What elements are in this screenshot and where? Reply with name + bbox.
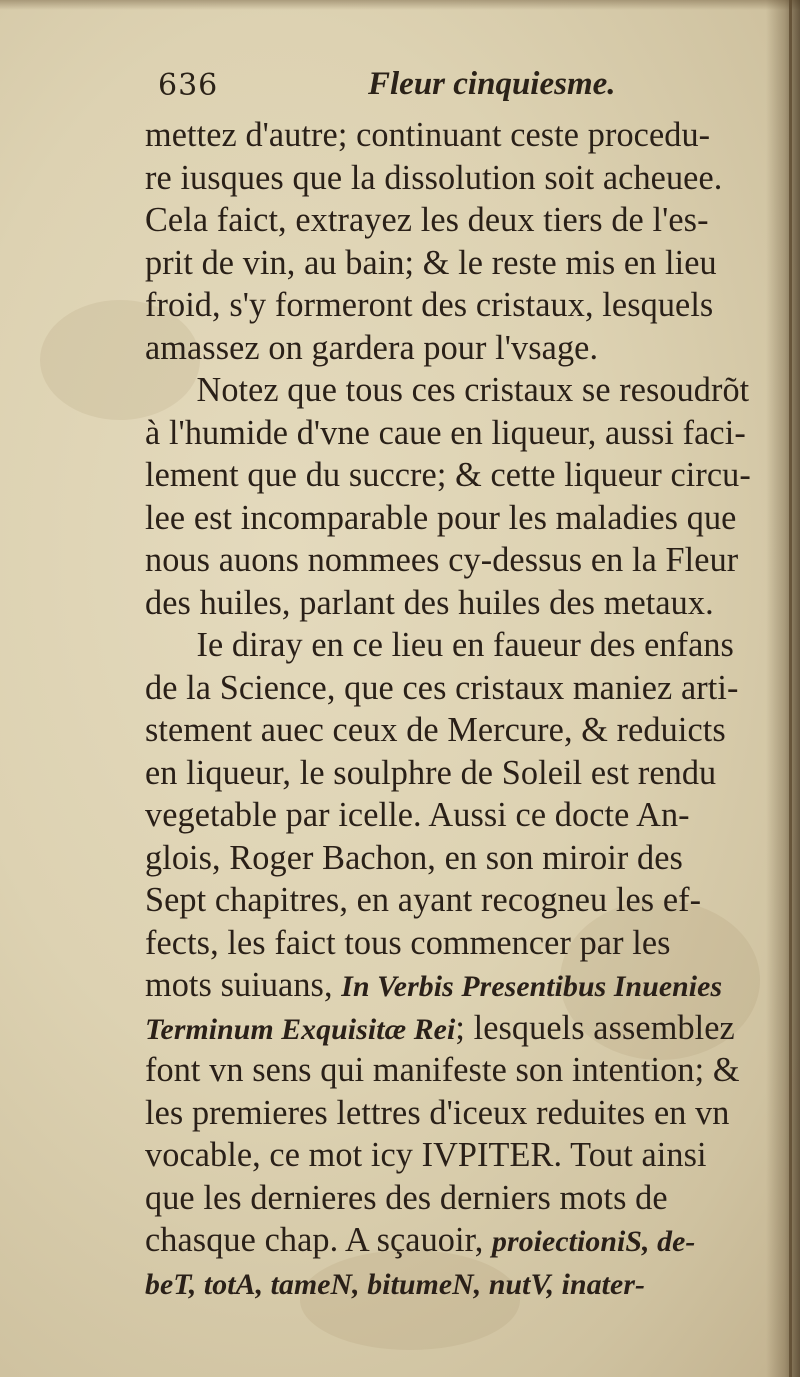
line-text: fects, les faict tous commencer par les [145,923,671,962]
line-text: ; lesquels assemblez [455,1008,735,1047]
text-line [145,709,760,752]
text-line [145,199,760,242]
text-line [145,582,760,625]
page-number: 636 [158,68,219,103]
text-line [145,284,760,327]
line-text: chasque chap. A sçauoir, [145,1221,493,1259]
line-text: froid, s'y formeront des cristaux, lesquels [145,286,714,324]
running-title: Fleur cinquiesme. [368,66,616,102]
line-text: amassez on gardera pour l'vsage. [145,328,599,367]
line-text: font vn sens qui manifeste son intention; & [145,1051,740,1089]
text-line [145,1134,760,1177]
line-text: mettez d'autre; continuant ceste procedu- [145,116,711,154]
line-text: vegetable par icelle. Aussi ce docte An- [145,796,690,834]
text-line [145,879,760,922]
line-text: glois, Roger Bachon, en son miroir des [145,838,683,877]
italic-text: In Verbis Presentibus Inuenies [341,970,723,1003]
text-line [145,1007,760,1050]
text-line [145,794,760,837]
line-text: Notez que tous ces cristaux se resoudrõt [196,371,750,409]
text-line [145,964,760,1007]
line-text: à l'humide d'vne caue en liqueur, aussi faci- [145,413,746,452]
text-line [145,624,759,667]
text-line [145,837,760,880]
text-line [145,369,759,412]
line-text: lee est incomparable pour les maladies que [145,498,737,537]
line-text: vocable, ce mot icy IVPITER. Tout ainsi [145,1136,707,1174]
text-line [145,752,760,795]
italic-text: beT, totA, tameN, bitumeN, nutV, inater- [145,1267,646,1301]
text-line [145,412,760,455]
body-text [145,114,765,1304]
line-text: mots suiuans, [145,966,342,1004]
line-text: de la Science, que ces cristaux maniez arti- [145,668,739,707]
text-line [145,497,760,540]
italic-text: proiectioniS, de- [492,1225,696,1258]
text-line [145,667,760,710]
line-text: nous auons nommees cy-dessus en la Fleur [145,541,739,579]
text-line [145,1219,760,1262]
line-text: prit de vin, au bain; & le reste mis en lieu [145,243,717,282]
binding-edge [789,0,792,1377]
page-header [140,68,660,112]
text-line [145,1092,760,1135]
binding-gutter-shadow [766,0,800,1377]
line-text: lement que du succre; & cette liqueur circu- [145,456,751,494]
line-text: que les dernieres des derniers mots de [145,1178,668,1217]
page-top-edge [0,0,800,10]
text-line [145,1262,760,1305]
text-line [145,1049,760,1092]
line-text: re iusques que la dissolution soit acheuee. [145,158,723,197]
text-line [145,922,760,965]
text-line [145,327,760,370]
line-text: des huiles, parlant des huiles des metaux. [145,583,714,622]
text-line [145,242,760,285]
line-text: Ie diray en ce lieu en faueur des enfans [196,626,734,664]
line-text: Sept chapitres, en ayant recogneu les ef- [145,881,702,919]
text-line [145,157,760,200]
italic-text: Terminum Exquisitæ Rei [145,1012,456,1046]
line-text: en liqueur, le soulphre de Soleil est rendu [145,753,717,792]
text-line [145,539,760,582]
text-line [145,454,760,497]
line-text: stement auec ceux de Mercure, & reduicts [145,711,726,749]
line-text: les premieres lettres d'iceux reduites en vn [145,1093,730,1132]
line-text: Cela faict, extrayez les deux tiers de l'es- [145,201,709,239]
text-line [145,114,760,157]
text-line [145,1177,760,1220]
